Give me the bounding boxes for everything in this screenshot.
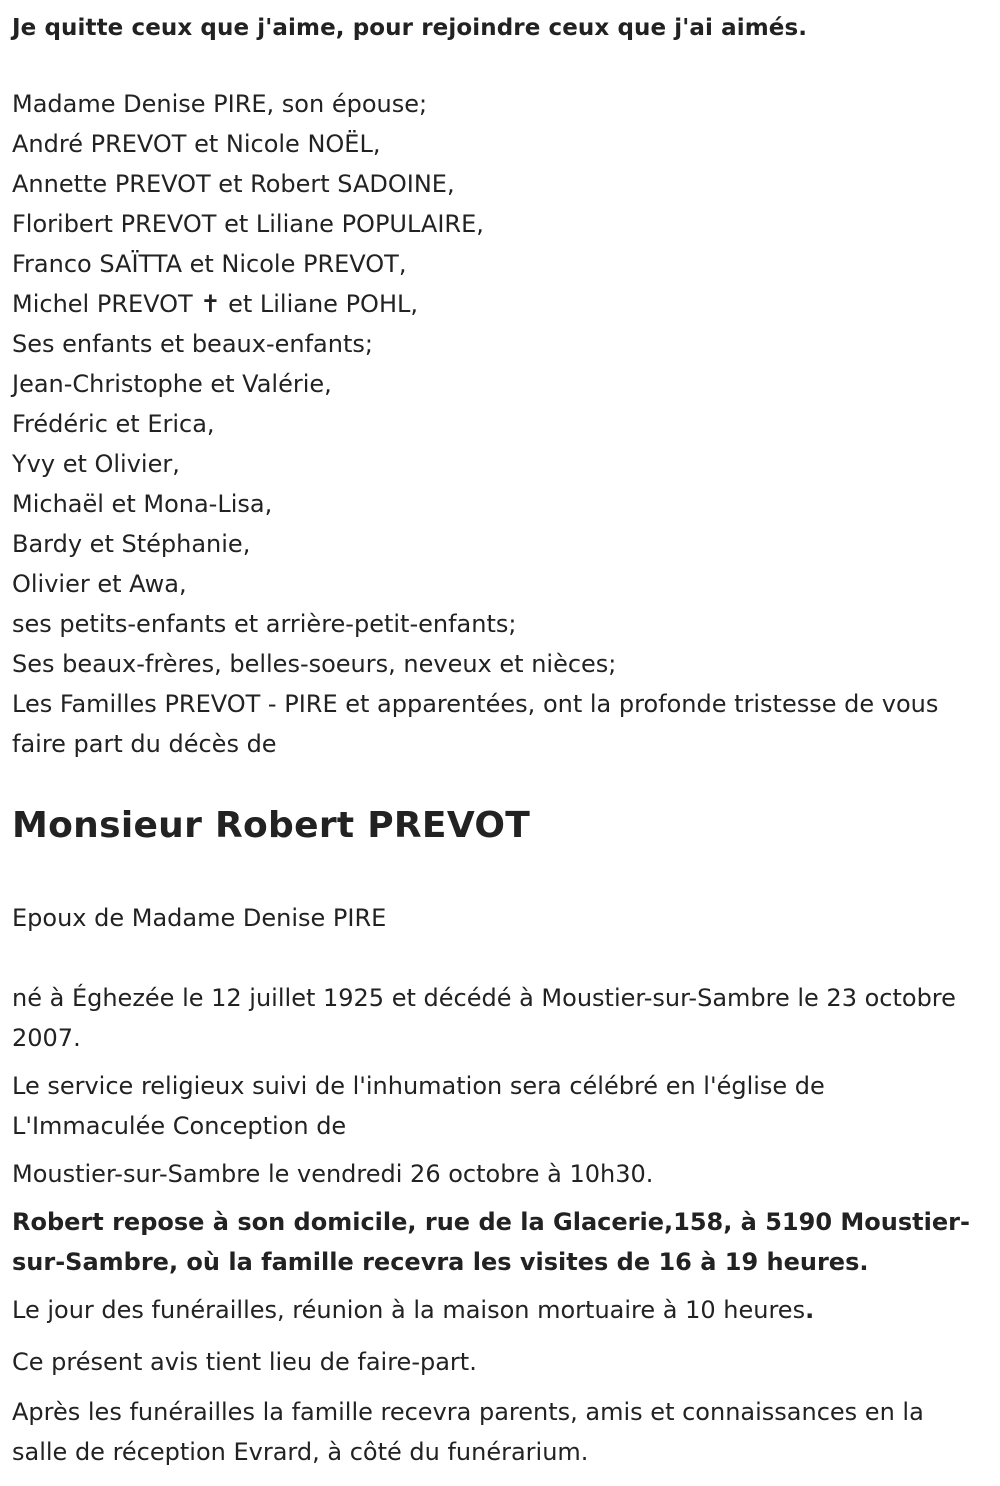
funeral-day-body: Le jour des funérailles, réunion à la maison mortuaire à 10 heures — [12, 1296, 806, 1324]
family-list — [12, 84, 988, 684]
family-line: André PREVOT et Nicole NOËL, — [12, 130, 381, 158]
notice-text: Ce présent avis tient lieu de faire-part. — [12, 1348, 477, 1376]
cross-icon: ✝ — [200, 290, 221, 318]
ceremony-date: Moustier-sur-Sambre le vendredi 26 octobre à 10h30. — [12, 1160, 654, 1188]
announcement-intro: Les Familles PREVOT - PIRE et apparentées, ont la profonde tristesse de vous faire part du décès de — [12, 690, 939, 758]
family-line: Ses beaux-frères, belles-soeurs, neveux et nièces; — [12, 650, 617, 678]
spouse-line: Epoux de Madame Denise PIRE — [12, 904, 387, 932]
family-line: Franco SAÏTTA et Nicole PREVOT, — [12, 250, 407, 278]
family-line: ses petits-enfants et arrière-petit-enfants; — [12, 610, 517, 638]
michel-name: Michel PREVOT — [12, 290, 201, 318]
repose-text: Robert repose à son domicile, rue de la Glacerie,158, à 5190 Moustier-sur-Sambre, où la famille recevra les visites de 16 à 19 heures. — [12, 1208, 970, 1276]
family-line: Floribert PREVOT et Liliane POPULAIRE, — [12, 210, 484, 238]
deceased-name: Monsieur Robert PREVOT — [12, 805, 531, 846]
family-line: Frédéric et Erica, — [12, 410, 215, 438]
funeral-day-text — [12, 1290, 982, 1330]
family-line: Ses enfants et beaux-enfants; — [12, 330, 373, 358]
funeral-day-period: . — [805, 1296, 815, 1324]
family-line: Yvy et Olivier, — [12, 450, 180, 478]
family-line: Madame Denise PIRE, son épouse; — [12, 90, 428, 118]
epigraph: Je quitte ceux que j'aime, pour rejoindre ceux que j'ai aimés. — [12, 15, 808, 41]
family-line: Annette PREVOT et Robert SADOINE, — [12, 170, 455, 198]
michel-partner: et Liliane POHL, — [220, 290, 418, 318]
birth-death-line: né à Éghezée le 12 juillet 1925 et décédé à Moustier-sur-Sambre le 23 octobre 2007. — [12, 984, 956, 1052]
family-line: Bardy et Stéphanie, — [12, 530, 251, 558]
family-line: Olivier et Awa, — [12, 570, 187, 598]
ceremony-text: Le service religieux suivi de l'inhumation sera célébré en l'église de L'Immaculée Conception de — [12, 1072, 825, 1140]
reception-text: Après les funérailles la famille recevra parents, amis et connaissances en la salle de réception Evrard, à côté du funérarium. — [12, 1398, 924, 1466]
family-line: Michaël et Mona-Lisa, — [12, 490, 273, 518]
family-line-michel — [12, 284, 988, 324]
family-line: Jean-Christophe et Valérie, — [12, 370, 332, 398]
